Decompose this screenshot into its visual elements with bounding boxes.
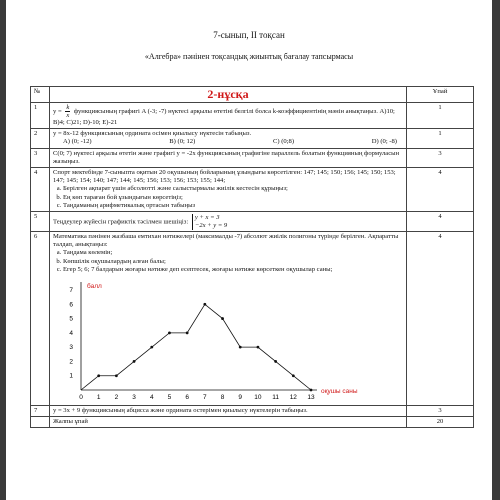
y-tick-label: 2 <box>69 358 73 366</box>
subtask-item: c. Егер 5; 6; 7 балдарын жоғары нәтиже деп есептесек, жоғары нәтиже көрсеткен оқушылар саны; <box>63 266 403 274</box>
task-text: Спорт мектебінде 7-сыныпта оқитын 20 оқушының бойларының ұзындығы көрсетілген: 147; 145; 150; 156; 145; 150; 153; 147; 145; 154; 140; 147; 144; 145; 156; 153; 156; 153; 155; 144; a. Берілген ақпарат үшін абсолютті және салыстырмалы жиілік кестесін құрыңыз; b. Ең көп тараған бой ұзындығын көрсетіңіз; c. Таңдаманың арифметикалық ортасын табыңыз <box>50 168 407 212</box>
x-tick-label: 1 <box>96 394 101 402</box>
subtask-item: b. Ең көп тараған бой ұзындығын көрсетіңіз; <box>63 194 403 202</box>
data-point <box>150 346 153 349</box>
subtask-item: b. Көпшілік оқушылардың алған балы; <box>63 258 403 266</box>
task-number: 5 <box>31 212 50 232</box>
x-tick-label: 13 <box>307 394 315 402</box>
y-tick-label: 4 <box>69 329 73 337</box>
answer-options <box>53 138 403 146</box>
data-point <box>257 346 260 349</box>
subtask-item: c. Таңдаманың арифметикалық ортасын табыңыз <box>63 202 403 210</box>
x-tick-label: 11 <box>272 394 279 402</box>
data-point <box>274 360 277 363</box>
task-number: 4 <box>31 168 50 212</box>
x-tick-label: 4 <box>149 394 154 402</box>
data-point <box>292 374 295 377</box>
task-text: C(0; 7) нүктесі арқылы өтетін және графигі y = -2x функциясының графигіне параллель болатын функцияның формуласын жазыңыз. <box>50 148 407 167</box>
task-text: Математика пәнінен жазбаша емтихан нәтижелері (максималды -7) абсолют жиілік полигоны түрінде берілген. Ақпаратты талдап, анықтаңыз: a. Таңдама көлемін; b. Көпшілік оқушылардың алған балы; c. Егер 5; 6; 7 балдарын жоғары нәтиже деп есептесек, жоғары нәтиже көрсеткен оқушылар саны; 0 1 2 3 4 5 6 7 8 9 10 11 12 13 1 2 3 4 5 6 7 балл оқушы саны <box>50 232 407 406</box>
task-points: 3 <box>407 148 474 167</box>
task-points: 4 <box>407 168 474 212</box>
total-label: Жалпы ұпай <box>50 417 407 428</box>
task-table <box>30 86 474 428</box>
task-text: y = 8x-12 функциясының ордината осімен қиылысу нүктесін табыңыз. A) (0; -12) B) (0; 12) C) (0;8) D) (0; -8) <box>50 129 407 148</box>
x-tick-label: 5 <box>167 394 172 402</box>
task-points: 1 <box>407 103 474 129</box>
option-b: B) (0; 12) <box>169 138 196 146</box>
subtask-list <box>53 185 403 210</box>
data-point <box>97 374 100 377</box>
data-point <box>310 389 313 392</box>
task-text: y = 3x + 9 функциясының абцисса және ордината остерімен қиылысу нүктелерін табыңыз. <box>50 406 407 417</box>
x-tick-label: 10 <box>254 394 262 402</box>
task-points: 4 <box>407 232 474 406</box>
variant-title: 2-нұсқа <box>50 87 407 103</box>
task-points: 3 <box>407 406 474 417</box>
polygon-line <box>81 304 311 390</box>
data-point <box>115 374 118 377</box>
x-tick-label: 3 <box>132 394 136 402</box>
task-number: 3 <box>31 148 50 167</box>
y-tick-label: 7 <box>69 287 73 295</box>
y-tick-label: 5 <box>69 315 73 323</box>
task-text: Теңдеулер жүйесін графиктік тәсілмен шешіңіз: y + x = 3 −2x + y = 9 <box>50 212 407 232</box>
data-point <box>239 346 242 349</box>
worksheet-page <box>6 0 492 500</box>
y-axis-label: балл <box>87 283 102 291</box>
data-point <box>168 332 171 335</box>
task-points: 1 <box>407 129 474 148</box>
y-tick-label: 1 <box>69 372 73 380</box>
x-tick-label: 2 <box>114 394 119 402</box>
task-number: 2 <box>31 129 50 148</box>
task-number: 6 <box>31 232 50 406</box>
task-text: y = $\frac{k}{x}$ функциясының графигі A (-3; -7) нүктесі арқылы өтетіні белгілі болса k-коэффициентінің мәнін анықтаңыз. A)10; B)4; C)21; D)-10; E)-21 <box>50 103 407 129</box>
x-tick-label: 8 <box>220 394 225 402</box>
y-tick-label: 3 <box>69 344 73 352</box>
option-a: A) (0; -12) <box>63 138 92 146</box>
total-points: 20 <box>407 417 474 428</box>
col-number-header: № <box>31 87 50 103</box>
assessment-title: «Алгебра» пәнінен тоқсандық жиынтық бағалау тапсырмасы <box>144 52 354 61</box>
footer-empty <box>31 417 50 428</box>
frequency-polygon-chart <box>53 276 358 404</box>
grade-quarter-title: 7-сынып, II тоқсан <box>213 30 285 40</box>
data-point <box>203 303 206 306</box>
data-point <box>221 317 224 320</box>
task-points: 4 <box>407 212 474 232</box>
x-axis-label: оқушы саны <box>321 388 358 396</box>
subtask-item: a. Таңдама көлемін; <box>63 249 403 257</box>
x-tick-label: 12 <box>289 394 297 402</box>
task-number: 1 <box>31 103 50 129</box>
fraction-k-over-x: $\frac{k}{x}$ <box>66 104 70 119</box>
col-points-header: Ұпай <box>407 87 474 103</box>
subtask-item: a. Берілген ақпарат үшін абсолютті және салыстырмалы жиілік кестесін құрыңыз; <box>63 185 403 193</box>
option-d: D) (0; -8) <box>371 138 397 146</box>
y-tick-label: 6 <box>69 301 73 309</box>
x-tick-label: 7 <box>203 394 207 402</box>
x-tick-label: 6 <box>185 394 189 402</box>
data-point <box>133 360 136 363</box>
x-tick-label: 9 <box>238 394 243 402</box>
task-number: 7 <box>31 406 50 417</box>
equation-system: y + x = 3 −2x + y = 9 <box>192 214 227 230</box>
x-tick-label: 0 <box>79 394 83 402</box>
subtask-list <box>53 249 403 274</box>
data-point <box>186 332 189 335</box>
option-c: C) (0;8) <box>272 138 295 146</box>
